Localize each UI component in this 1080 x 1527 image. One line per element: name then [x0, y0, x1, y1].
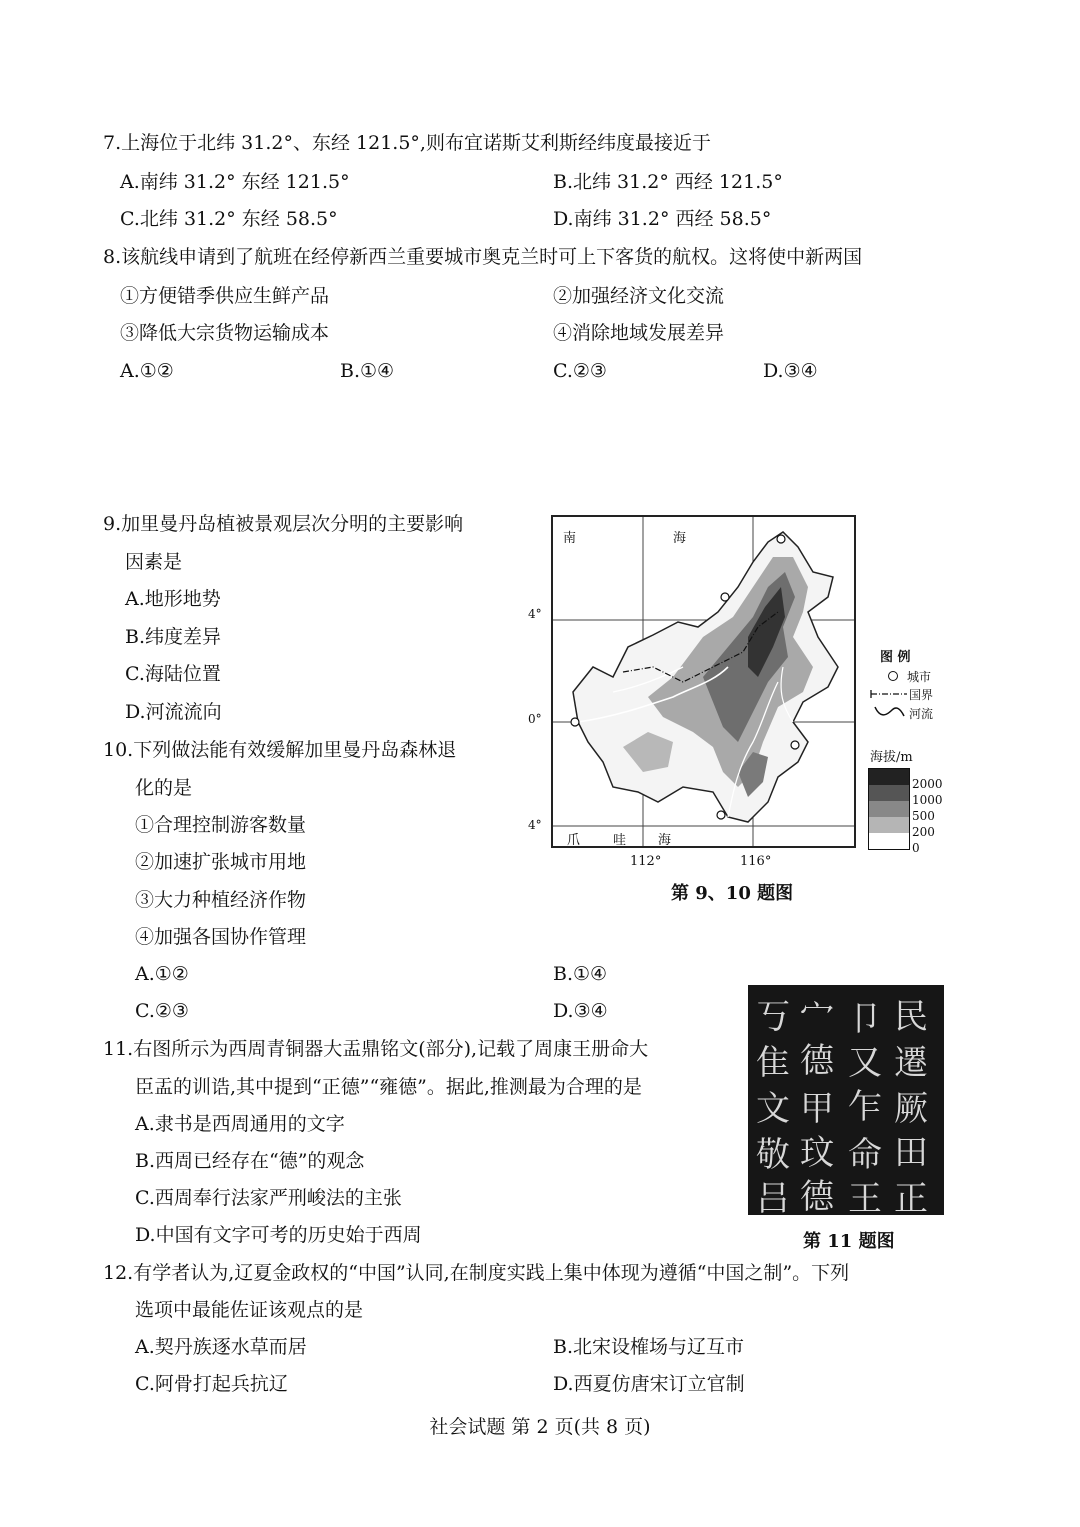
map-lat-4s: 4° — [528, 818, 542, 832]
legend-river: 河流 — [909, 707, 934, 721]
q12-option-a: A.契丹族逐水草而居 — [135, 1336, 307, 1358]
legend-elev-1000: 1000 — [912, 793, 943, 807]
q8-item-3: ③降低大宗货物运输成本 — [120, 322, 330, 344]
elevation-band — [869, 801, 909, 817]
legend-elevation-title: 海拔/m — [870, 750, 913, 765]
q12-option-d: D.西夏仿唐宋订立官制 — [553, 1373, 745, 1395]
q7-option-b: B.北纬 31.2° 西经 121.5° — [553, 171, 783, 193]
legend-elev-200: 200 — [912, 825, 935, 839]
q11-option-b: B.西周已经存在“德”的观念 — [135, 1150, 365, 1172]
map-sea-north-1: 南 — [563, 531, 577, 546]
q8-stem: 8.该航线申请到了航班在经停新西兰重要城市奥克兰时可上下客货的航权。这将使中新两国 — [103, 246, 863, 268]
q11-option-a: A.隶书是西周通用的文字 — [135, 1113, 345, 1135]
q10-item-3: ③大力种植经济作物 — [135, 889, 307, 911]
q8-option-b: B.①④ — [340, 360, 395, 382]
elevation-band — [869, 769, 909, 785]
legend-border: 国界 — [909, 688, 934, 702]
map-caption: 第 9、10 题图 — [671, 883, 794, 904]
q10-item-4: ④加强各国协作管理 — [135, 926, 307, 948]
map-lat-4n: 4° — [528, 607, 542, 621]
legend-elev-0: 0 — [912, 841, 920, 855]
legend-elev-500: 500 — [912, 809, 935, 823]
elevation-band — [869, 833, 909, 849]
q10-option-d: D.③④ — [553, 1000, 608, 1022]
q9-option-a: A.地形地势 — [125, 588, 221, 610]
elevation-band — [869, 785, 909, 801]
q8-item-4: ④消除地域发展差异 — [553, 322, 725, 344]
border-legend-icon — [869, 688, 909, 700]
q10-item-2: ②加速扩张城市用地 — [135, 851, 307, 873]
q7-option-c: C.北纬 31.2° 东经 58.5° — [120, 208, 338, 230]
q10-option-c: C.②③ — [135, 1000, 189, 1022]
city-legend-icon — [888, 671, 898, 681]
q12-stem-1: 12.有学者认为,辽夏金政权的“中国”认同,在制度实践上集中体现为遵循“中国之制”。下列 — [103, 1262, 850, 1284]
q12-stem-2: 选项中最能佐证该观点的是 — [135, 1299, 364, 1321]
inscription-caption: 第 11 题图 — [803, 1231, 895, 1252]
q8-option-d: D.③④ — [763, 360, 818, 382]
map-lat-0: 0° — [528, 712, 542, 726]
river-legend-icon — [872, 704, 906, 720]
q7-option-a: A.南纬 31.2° 东经 121.5° — [120, 171, 350, 193]
q8-option-a: A.①② — [120, 360, 174, 382]
q9-stem-1: 9.加里曼丹岛植被景观层次分明的主要影响 — [103, 513, 464, 535]
q9-option-c: C.海陆位置 — [125, 663, 221, 685]
map-sea-south-1: 爪 — [567, 833, 581, 848]
q11-option-c: C.西周奉行法家严刑峻法的主张 — [135, 1187, 402, 1209]
q8-option-c: C.②③ — [553, 360, 607, 382]
q8-item-2: ②加强经济文化交流 — [553, 285, 725, 307]
legend-title: 图 例 — [880, 650, 911, 665]
kalimantan-map — [551, 515, 856, 848]
q10-stem-1: 10.下列做法能有效缓解加里曼丹岛森林退 — [103, 739, 457, 761]
q10-item-1: ①合理控制游客数量 — [135, 814, 307, 836]
q11-stem-1: 11.右图所示为西周青铜器大盂鼎铭文(部分),记载了周康王册命大 — [103, 1038, 649, 1060]
q9-stem-2: 因素是 — [125, 551, 183, 573]
bronze-inscription-image: 丂 宀 卩 民 隹 德 又 遷 文 甲 乍 厥 敬 玟 命 田 吕 德 王 正 — [748, 985, 944, 1215]
q12-option-c: C.阿骨打起兵抗辽 — [135, 1373, 288, 1395]
q7-option-d: D.南纬 31.2° 西经 58.5° — [553, 208, 772, 230]
q8-item-1: ①方便错季供应生鲜产品 — [120, 285, 330, 307]
q7-stem: 7.上海位于北纬 31.2°、东经 121.5°,则布宜诺斯艾利斯经纬度最接近于 — [103, 132, 711, 154]
q12-option-b: B.北宋设榷场与辽互市 — [553, 1336, 745, 1358]
legend-elev-2000: 2000 — [912, 777, 943, 791]
elevation-scale — [868, 768, 910, 850]
map-lon-116: 116° — [740, 854, 772, 869]
map-drawing — [553, 517, 854, 846]
map-sea-south-2: 哇 — [613, 833, 627, 848]
q11-option-d: D.中国有文字可考的历史始于西周 — [135, 1224, 422, 1246]
q10-stem-2: 化的是 — [135, 777, 193, 799]
q11-stem-2: 臣盂的训诰,其中提到“正德”“雍德”。据此,推测最为合理的是 — [135, 1076, 642, 1098]
page-footer: 社会试题 第 2 页(共 8 页) — [429, 1416, 651, 1438]
legend-city: 城市 — [907, 670, 932, 684]
q10-option-b: B.①④ — [553, 963, 608, 985]
q10-option-a: A.①② — [135, 963, 189, 985]
map-sea-south-3: 海 — [658, 833, 672, 848]
q9-option-d: D.河流流向 — [125, 701, 222, 723]
elevation-band — [869, 817, 909, 833]
map-lon-112: 112° — [630, 854, 662, 869]
q9-option-b: B.纬度差异 — [125, 626, 222, 648]
map-sea-north-2: 海 — [673, 531, 687, 546]
